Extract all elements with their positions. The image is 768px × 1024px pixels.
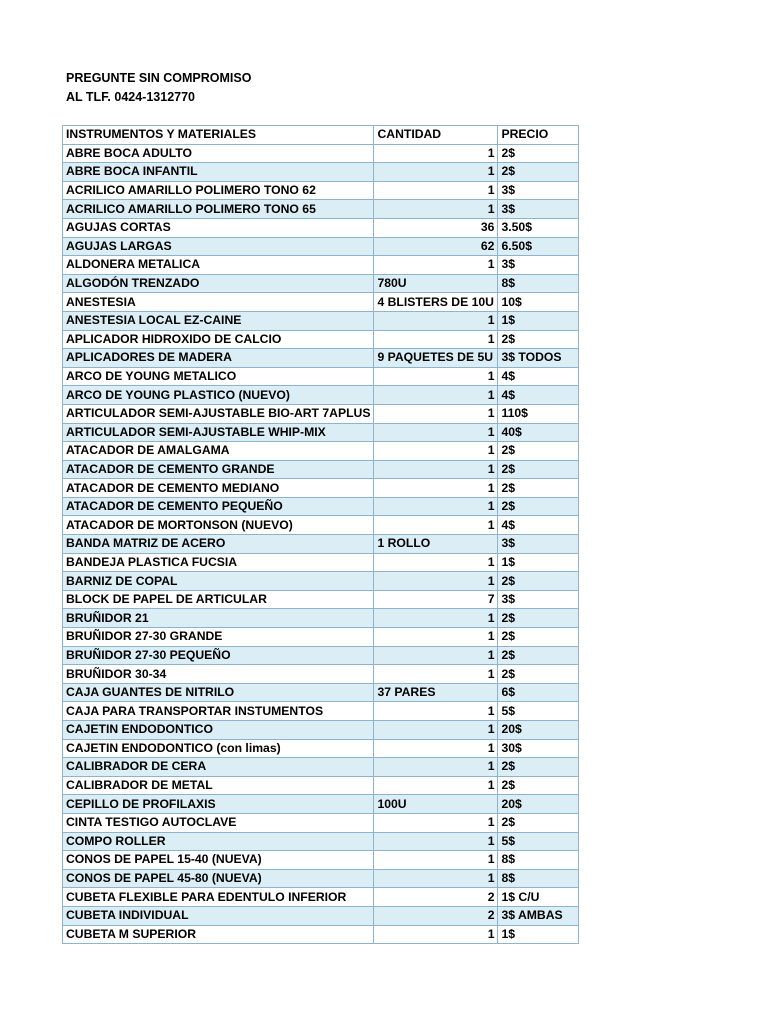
table-row xyxy=(63,665,579,684)
table-row xyxy=(63,925,579,944)
price-cell: 20$ xyxy=(498,721,579,740)
price-cell: 2$ xyxy=(498,572,579,591)
item-name-cell: APLICADOR HIDROXIDO DE CALCIO xyxy=(63,330,374,349)
item-name-cell: CAJETIN ENDODONTICO xyxy=(63,721,374,740)
quantity-cell: 1 xyxy=(374,776,498,795)
price-cell: 3.50$ xyxy=(498,218,579,237)
price-cell: 2$ xyxy=(498,813,579,832)
quantity-cell: 9 PAQUETES DE 5U xyxy=(374,349,498,368)
quantity-cell: 1 xyxy=(374,813,498,832)
price-cell: 1$ C/U xyxy=(498,888,579,907)
price-cell: 3$ xyxy=(498,181,579,200)
item-name-cell: CALIBRADOR DE METAL xyxy=(63,776,374,795)
item-name-cell: CAJETIN ENDODONTICO (con limas) xyxy=(63,739,374,758)
price-cell: 2$ xyxy=(498,460,579,479)
quantity-cell: 1 xyxy=(374,646,498,665)
price-cell: 20$ xyxy=(498,795,579,814)
item-name-cell: CONOS DE PAPEL 15-40 (NUEVA) xyxy=(63,851,374,870)
price-cell: 6$ xyxy=(498,683,579,702)
item-name-cell: CONOS DE PAPEL 45-80 (NUEVA) xyxy=(63,869,374,888)
price-cell: 3$ xyxy=(498,200,579,219)
quantity-cell: 37 PARES xyxy=(374,683,498,702)
item-name-cell: ATACADOR DE CEMENTO MEDIANO xyxy=(63,479,374,498)
price-cell: 2$ xyxy=(498,497,579,516)
item-name-cell: CUBETA FLEXIBLE PARA EDENTULO INFERIOR xyxy=(63,888,374,907)
table-body xyxy=(63,144,579,944)
item-name-cell: CUBETA M SUPERIOR xyxy=(63,925,374,944)
item-name-cell: ARCO DE YOUNG METALICO xyxy=(63,367,374,386)
item-name-cell: ACRILICO AMARILLO POLIMERO TONO 62 xyxy=(63,181,374,200)
price-cell: 10$ xyxy=(498,293,579,312)
item-name-cell: CINTA TESTIGO AUTOCLAVE xyxy=(63,813,374,832)
price-cell: 1$ xyxy=(498,925,579,944)
item-name-cell: BANDEJA PLASTICA FUCSIA xyxy=(63,553,374,572)
price-cell: 2$ xyxy=(498,479,579,498)
column-header-quantity: CANTIDAD xyxy=(374,126,498,145)
table-row xyxy=(63,200,579,219)
table-row xyxy=(63,646,579,665)
table-row xyxy=(63,293,579,312)
table-row xyxy=(63,460,579,479)
item-name-cell: ARTICULADOR SEMI-AJUSTABLE BIO-ART 7APLUS xyxy=(63,404,374,423)
table-row xyxy=(63,311,579,330)
quantity-cell: 1 xyxy=(374,423,498,442)
table-row xyxy=(63,386,579,405)
table-row xyxy=(63,609,579,628)
table-row xyxy=(63,813,579,832)
table-row xyxy=(63,479,579,498)
table-row xyxy=(63,851,579,870)
item-name-cell: ATACADOR DE CEMENTO GRANDE xyxy=(63,460,374,479)
quantity-cell: 780U xyxy=(374,274,498,293)
price-cell: 2$ xyxy=(498,442,579,461)
item-name-cell: ALGODÓN TRENZADO xyxy=(63,274,374,293)
item-name-cell: ATACADOR DE CEMENTO PEQUEÑO xyxy=(63,497,374,516)
quantity-cell: 1 xyxy=(374,200,498,219)
item-name-cell: CEPILLO DE PROFILAXIS xyxy=(63,795,374,814)
item-name-cell: BRUÑIDOR 27-30 GRANDE xyxy=(63,628,374,647)
item-name-cell: ABRE BOCA INFANTIL xyxy=(63,163,374,182)
column-header-item: INSTRUMENTOS Y MATERIALES xyxy=(63,126,374,145)
quantity-cell: 1 xyxy=(374,497,498,516)
price-cell: 3$ AMBAS xyxy=(498,906,579,925)
item-name-cell: ANESTESIA xyxy=(63,293,374,312)
price-cell: 30$ xyxy=(498,739,579,758)
quantity-cell: 100U xyxy=(374,795,498,814)
column-header-price: PRECIO xyxy=(498,126,579,145)
item-name-cell: ACRILICO AMARILLO POLIMERO TONO 65 xyxy=(63,200,374,219)
quantity-cell: 1 xyxy=(374,702,498,721)
quantity-cell: 1 xyxy=(374,367,498,386)
table-row xyxy=(63,906,579,925)
table-row xyxy=(63,683,579,702)
quantity-cell: 1 xyxy=(374,386,498,405)
quantity-cell: 36 xyxy=(374,218,498,237)
quantity-cell: 1 xyxy=(374,460,498,479)
price-cell: 3$ TODOS xyxy=(498,349,579,368)
item-name-cell: APLICADORES DE MADERA xyxy=(63,349,374,368)
price-cell: 2$ xyxy=(498,163,579,182)
price-cell: 8$ xyxy=(498,869,579,888)
quantity-cell: 1 xyxy=(374,869,498,888)
quantity-cell: 1 xyxy=(374,832,498,851)
table-row xyxy=(63,442,579,461)
table-row xyxy=(63,572,579,591)
item-name-cell: BRUÑIDOR 27-30 PEQUEÑO xyxy=(63,646,374,665)
table-row xyxy=(63,628,579,647)
table-row xyxy=(63,535,579,554)
table-row xyxy=(63,349,579,368)
quantity-cell: 62 xyxy=(374,237,498,256)
price-cell: 2$ xyxy=(498,758,579,777)
table-row xyxy=(63,256,579,275)
quantity-cell: 1 xyxy=(374,665,498,684)
item-name-cell: CALIBRADOR DE CERA xyxy=(63,758,374,777)
item-name-cell: BLOCK DE PAPEL DE ARTICULAR xyxy=(63,590,374,609)
price-cell: 110$ xyxy=(498,404,579,423)
quantity-cell: 1 xyxy=(374,256,498,275)
item-name-cell: COMPO ROLLER xyxy=(63,832,374,851)
quantity-cell: 1 xyxy=(374,721,498,740)
price-cell: 2$ xyxy=(498,609,579,628)
quantity-cell: 1 xyxy=(374,163,498,182)
table-row xyxy=(63,237,579,256)
price-cell: 2$ xyxy=(498,628,579,647)
price-cell: 1$ xyxy=(498,553,579,572)
quantity-cell: 2 xyxy=(374,888,498,907)
item-name-cell: ATACADOR DE AMALGAMA xyxy=(63,442,374,461)
table-row xyxy=(63,739,579,758)
table-row xyxy=(63,181,579,200)
quantity-cell: 1 xyxy=(374,628,498,647)
inventory-table xyxy=(62,125,579,944)
price-cell: 2$ xyxy=(498,646,579,665)
table-header-row xyxy=(63,126,579,145)
price-cell: 3$ xyxy=(498,535,579,554)
item-name-cell: ATACADOR DE MORTONSON (NUEVO) xyxy=(63,516,374,535)
table-row xyxy=(63,330,579,349)
table-row xyxy=(63,869,579,888)
quantity-cell: 1 xyxy=(374,851,498,870)
price-cell: 2$ xyxy=(498,330,579,349)
item-name-cell: BRUÑIDOR 30-34 xyxy=(63,665,374,684)
price-cell: 2$ xyxy=(498,776,579,795)
table-row xyxy=(63,721,579,740)
quantity-cell: 1 xyxy=(374,516,498,535)
table-row xyxy=(63,516,579,535)
table-row xyxy=(63,888,579,907)
quantity-cell: 1 ROLLO xyxy=(374,535,498,554)
price-cell: 5$ xyxy=(498,702,579,721)
price-cell: 2$ xyxy=(498,665,579,684)
price-cell: 5$ xyxy=(498,832,579,851)
quantity-cell: 1 xyxy=(374,311,498,330)
table-row xyxy=(63,776,579,795)
price-cell: 3$ xyxy=(498,256,579,275)
quantity-cell: 1 xyxy=(374,181,498,200)
quantity-cell: 1 xyxy=(374,144,498,163)
item-name-cell: CUBETA INDIVIDUAL xyxy=(63,906,374,925)
table-row xyxy=(63,553,579,572)
item-name-cell: CAJA PARA TRANSPORTAR INSTUMENTOS xyxy=(63,702,374,721)
price-cell: 40$ xyxy=(498,423,579,442)
quantity-cell: 1 xyxy=(374,553,498,572)
document-header xyxy=(66,69,251,107)
table-row xyxy=(63,404,579,423)
price-cell: 6.50$ xyxy=(498,237,579,256)
item-name-cell: ARTICULADOR SEMI-AJUSTABLE WHIP-MIX xyxy=(63,423,374,442)
table-row xyxy=(63,758,579,777)
quantity-cell: 1 xyxy=(374,572,498,591)
quantity-cell: 1 xyxy=(374,739,498,758)
price-cell: 1$ xyxy=(498,311,579,330)
item-name-cell: ALDONERA METALICA xyxy=(63,256,374,275)
item-name-cell: ARCO DE YOUNG PLASTICO (NUEVO) xyxy=(63,386,374,405)
quantity-cell: 2 xyxy=(374,906,498,925)
table-row xyxy=(63,423,579,442)
price-cell: 4$ xyxy=(498,367,579,386)
header-line-2: AL TLF. 0424-1312770 xyxy=(66,90,196,104)
header-line-1: PREGUNTE SIN COMPROMISO xyxy=(66,71,252,85)
item-name-cell: BANDA MATRIZ DE ACERO xyxy=(63,535,374,554)
item-name-cell: ANESTESIA LOCAL EZ-CAINE xyxy=(63,311,374,330)
price-cell: 2$ xyxy=(498,144,579,163)
table-row xyxy=(63,163,579,182)
table-row xyxy=(63,367,579,386)
table-row xyxy=(63,702,579,721)
price-cell: 8$ xyxy=(498,851,579,870)
price-cell: 4$ xyxy=(498,386,579,405)
table-row xyxy=(63,795,579,814)
item-name-cell: AGUJAS LARGAS xyxy=(63,237,374,256)
item-name-cell: CAJA GUANTES DE NITRILO xyxy=(63,683,374,702)
price-cell: 3$ xyxy=(498,590,579,609)
quantity-cell: 1 xyxy=(374,442,498,461)
price-cell: 4$ xyxy=(498,516,579,535)
quantity-cell: 7 xyxy=(374,590,498,609)
quantity-cell: 4 BLISTERS DE 10U xyxy=(374,293,498,312)
quantity-cell: 1 xyxy=(374,609,498,628)
table-row xyxy=(63,497,579,516)
price-cell: 8$ xyxy=(498,274,579,293)
table-row xyxy=(63,274,579,293)
item-name-cell: BRUÑIDOR 21 xyxy=(63,609,374,628)
quantity-cell: 1 xyxy=(374,758,498,777)
quantity-cell: 1 xyxy=(374,330,498,349)
table-row xyxy=(63,144,579,163)
table-row xyxy=(63,218,579,237)
quantity-cell: 1 xyxy=(374,479,498,498)
item-name-cell: BARNIZ DE COPAL xyxy=(63,572,374,591)
table-row xyxy=(63,590,579,609)
quantity-cell: 1 xyxy=(374,925,498,944)
item-name-cell: AGUJAS CORTAS xyxy=(63,218,374,237)
item-name-cell: ABRE BOCA ADULTO xyxy=(63,144,374,163)
table-row xyxy=(63,832,579,851)
quantity-cell: 1 xyxy=(374,404,498,423)
